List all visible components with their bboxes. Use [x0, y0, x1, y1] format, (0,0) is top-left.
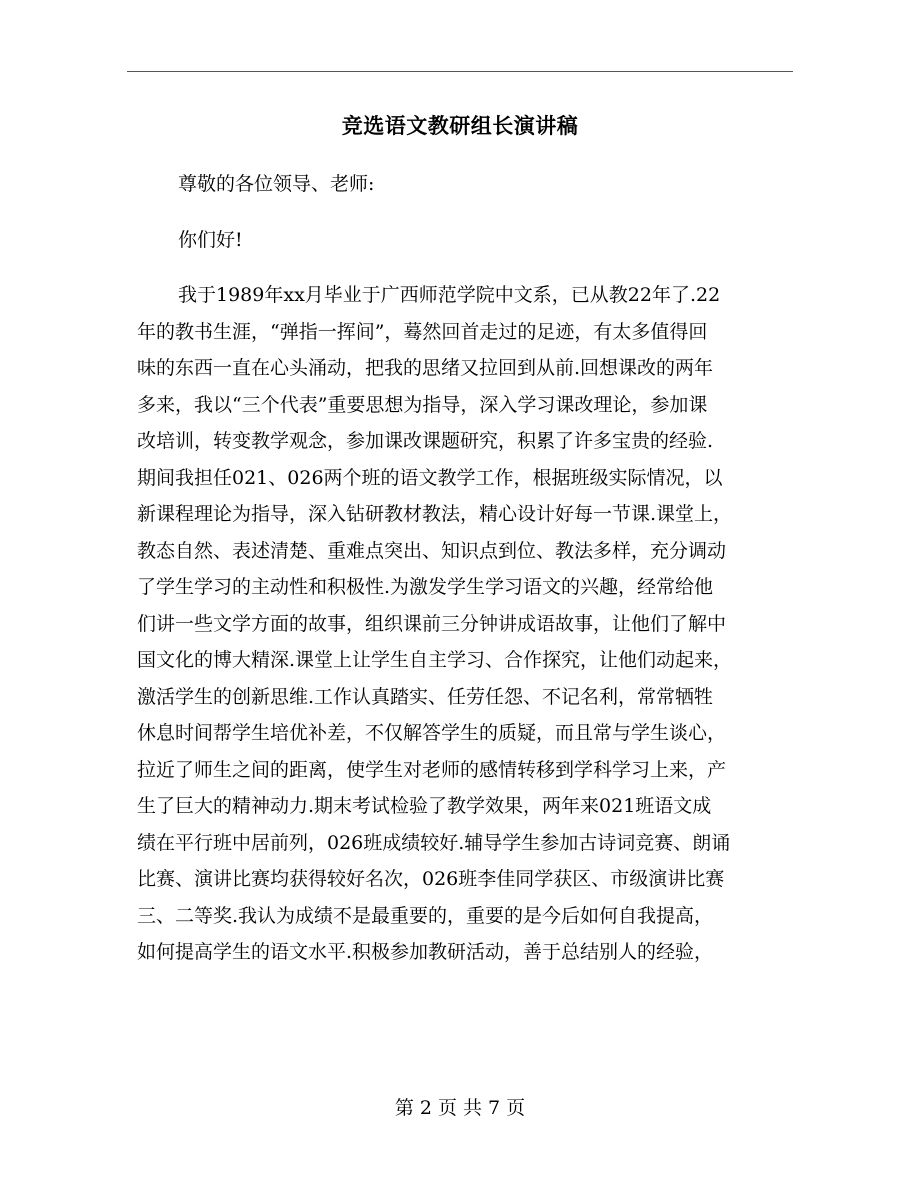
paragraph-line: 改培训，转变教学观念，参加课改课题研究，积累了许多宝贵的经验. — [137, 430, 714, 452]
page-number-label: 第 2 页 共 7 页 — [394, 1097, 526, 1119]
paragraph-line: 期间我担任021、026两个班的语文教学工作，根据班级实际情况，以 — [137, 466, 723, 489]
paragraph-line: 我于1989年xx月毕业于广西师范学院中文系，已从教22年了.22 — [178, 284, 721, 306]
paragraph-line: 了学生学习的主动性和积极性.为激发学生学习语文的兴趣，经常给他 — [137, 576, 714, 598]
paragraph-line: 教态自然、表述清楚、重难点突出、知识点到位、教法多样，充分调动 — [137, 539, 727, 562]
paragraph-line: 们讲一些文学方面的故事，组织课前三分钟讲成语故事，让他们了解中 — [137, 612, 727, 635]
greeting-line: 尊敬的各位领导、老师: — [178, 173, 375, 195]
paragraph-line: 国文化的博大精深.课堂上让学生自主学习、合作探究，让他们动起来， — [137, 649, 733, 671]
paragraph-line: 新课程理论为指导，深入钻研教材教法，精心设计好每一节课.课堂上， — [137, 503, 733, 525]
document-title: 竞选语文教研组长演讲稿 — [341, 113, 579, 138]
paragraph-line: 比赛、演讲比赛均获得较好名次，026班李佳同学获区、市级演讲比赛 — [137, 868, 725, 890]
paragraph-line: 如何提高学生的语文水平.积极参加教研活动，善于总结别人的经验， — [137, 941, 714, 963]
paragraph-line: 休息时间帮学生培优补差，不仅解答学生的质疑，而且常与学生谈心， — [137, 722, 727, 744]
document-body — [137, 166, 801, 971]
paragraph-line: 激活学生的创新思维.工作认真踏实、任劳任怨、不记名利，常常牺牲 — [137, 685, 714, 708]
hello-line: 你们好! — [178, 228, 243, 251]
page-footer — [0, 1093, 920, 1120]
paragraph-line: 三、二等奖.我认为成绩不是最重要的，重要的是今后如何自我提高， — [137, 904, 714, 927]
paragraph-line: 生了巨大的精神动力.期末考试检验了教学效果，两年来021班语文成 — [137, 795, 712, 817]
paragraph-line: 味的东西一直在心头涌动，把我的思绪又拉回到从前.回想课改的两年 — [137, 357, 714, 379]
main-paragraph — [137, 277, 801, 971]
paragraph-line: 拉近了师生之间的距离，使学生对老师的感情转移到学科学习上来，产 — [137, 758, 727, 781]
paragraph-line: 年的教书生涯，“弹指一挥间”，蓦然回首走过的足迹，有太多值得回 — [137, 320, 708, 343]
paragraph-line: 多来，我以“三个代表”重要思想为指导，深入学习课改理论，参加课 — [137, 393, 708, 416]
header-rule — [127, 71, 793, 72]
paragraph-line: 绩在平行班中居前列，026班成绩较好.辅导学生参加古诗词竞赛、朗诵 — [137, 831, 731, 854]
